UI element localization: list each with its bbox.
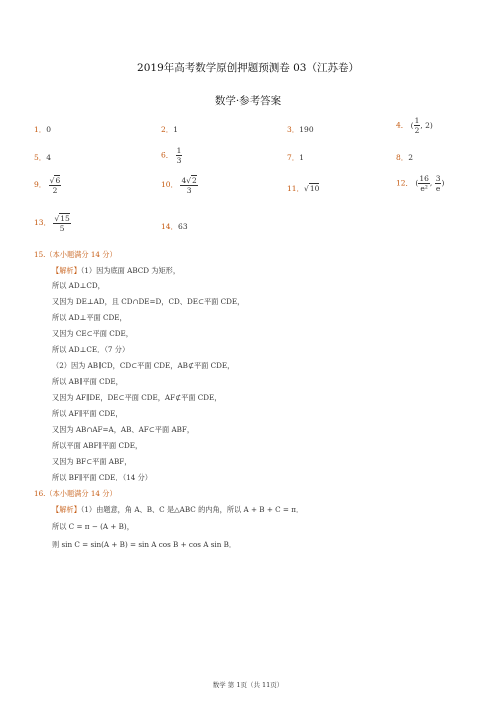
answer-4-expression: ( $\frac{1}{2}$ , 2) xyxy=(410,116,433,135)
answer-4: 4． ( $\frac{1}{2}$ , 2) xyxy=(396,116,433,135)
q16-line-3: 则 sin C = sin(A + B) = sin A cos B + cos A sin B． xyxy=(52,540,237,549)
answer-3: 3．190 xyxy=(287,125,314,134)
q15-line-6: 所以 AD⊥CE．（7 分） xyxy=(52,345,130,354)
q16-header: 16.（本小题满分 14 分） xyxy=(34,489,117,498)
q16-tag: 【解析】 xyxy=(52,505,81,514)
q15-header: 15.（本小题满分 14 分） xyxy=(34,250,117,259)
answer-7: 7．1 xyxy=(287,153,305,162)
q15-line-10: 所以 AF∥平面 CDE， xyxy=(52,409,123,418)
answer-1: 1．0 xyxy=(34,125,52,134)
page-footer: 数学 第 1页（共 11页） xyxy=(212,681,284,689)
answer-11: 11．√10 xyxy=(287,184,320,193)
q16-line-1: 【解析】（1）由题意，角 A、B、C 是△ABC 的内角，所以 A + B + C = π． xyxy=(52,505,304,514)
answer-12: 12． ( $\frac{16}{\text{e²}}$ , $\frac{3}{e}$ ) xyxy=(396,174,445,193)
q15-line-14: 所以 BF∥平面 CDE．（14 分） xyxy=(52,473,152,482)
page-title: 2019年高考数学原创押题预测卷 03（江苏卷） xyxy=(137,62,359,74)
answer-5: 5．4 xyxy=(34,153,52,162)
q15-line-9: 又因为 AF∥DE，DE⊂平面 CDE，AF⊄平面 CDE， xyxy=(52,393,222,402)
q15-line-7: （2）因为 AB∥CD，CD⊂平面 CDE，AB⊄平面 CDE， xyxy=(52,361,235,370)
answer-6: 6． $\frac{1}{3}$ xyxy=(161,146,182,165)
answer-13: 13． $\frac{√15}{5}$ xyxy=(34,214,70,233)
q15-line-4: 所以 AD⊥平面 CDE， xyxy=(52,313,127,322)
q15-line-5: 又因为 CE⊂平面 CDE， xyxy=(52,329,133,338)
answer-9: 9． $\frac{√6}{2}$ xyxy=(34,176,61,195)
answer-14: 14．63 xyxy=(161,222,188,231)
answer-10: 10． $\frac{4√2}{3}$ xyxy=(161,176,197,195)
answer-8: 8．2 xyxy=(396,153,414,162)
answer-2: 2．1 xyxy=(161,125,179,134)
q15-line-11: 又因为 AB∩AF=A，AB、AF⊂平面 ABF， xyxy=(52,425,195,434)
q15-tag: 【解析】 xyxy=(52,266,81,275)
q15-line-13: 又因为 BF⊂平面 ABF， xyxy=(52,457,132,466)
q16-line-2: 所以 C = π − (A + B)， xyxy=(52,522,134,531)
fraction-1-3: $\frac{1}{3}$ xyxy=(176,146,182,165)
page-subtitle: 数学·参考答案 xyxy=(214,95,282,107)
q15-line-2: 所以 AD⊥CD， xyxy=(52,281,105,290)
q15-line-12: 所以平面 ABF∥平面 CDE， xyxy=(52,441,143,450)
q15-line-8: 所以 AB∥平面 CDE， xyxy=(52,377,123,386)
q15-line-3: 又因为 DE⊥AD，且 CD∩DE=D，CD、DE⊂平面 CDE， xyxy=(52,297,245,306)
q15-line-1: 【解析】（1）因为底面 ABCD 为矩形， xyxy=(52,266,181,275)
